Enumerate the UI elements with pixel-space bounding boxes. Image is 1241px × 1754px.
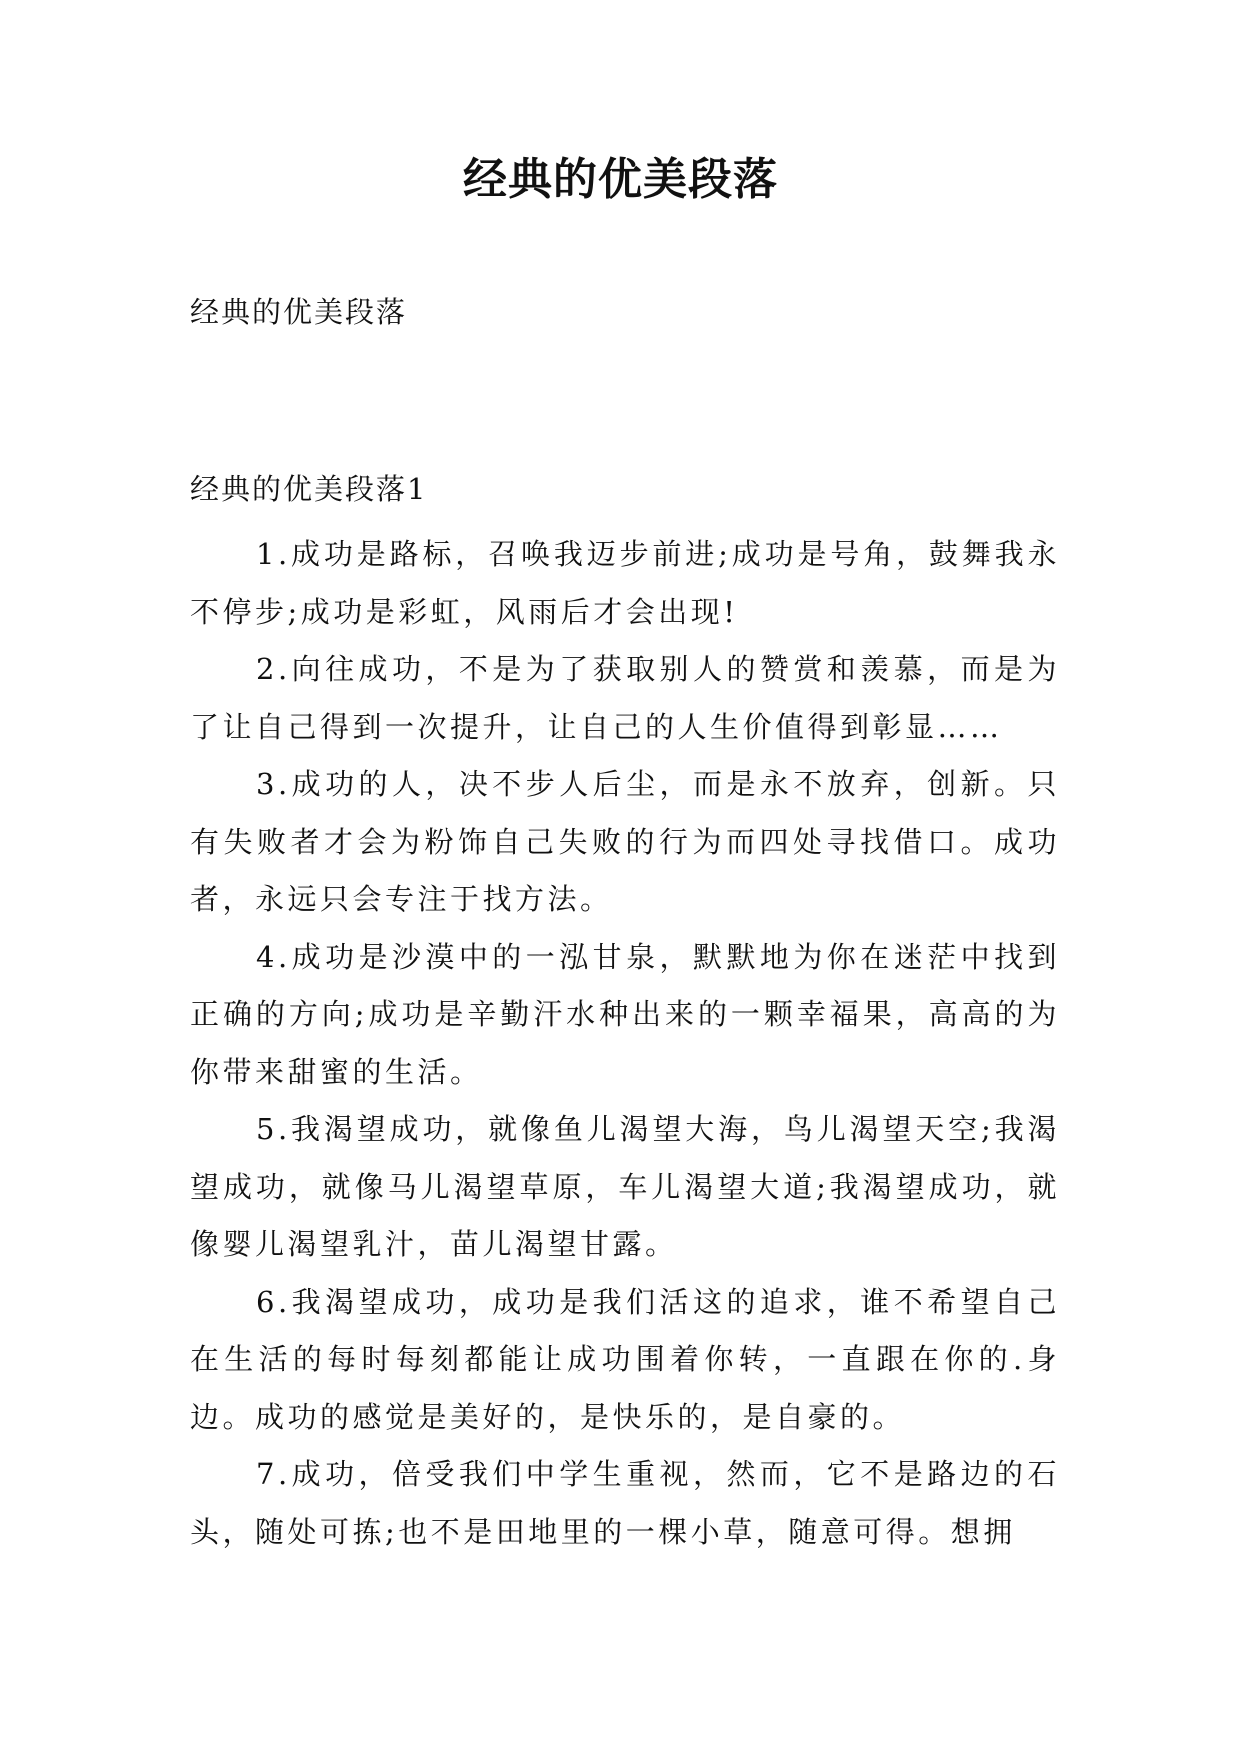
paragraph: 7.成功，倍受我们中学生重视，然而，它不是路边的石头，随处可拣;也不是田地里的一棵小草，随意可得。想拥 <box>190 1457 1060 1549</box>
paragraph: 1.成功是路标，召唤我迈步前进;成功是号角，鼓舞我永不停步;成功是彩虹，风雨后才会出现! <box>190 537 1060 629</box>
paragraph: 5.我渴望成功，就像鱼儿渴望大海，鸟儿渴望天空;我渴望成功，就像马儿渴望草原，车儿渴望大道;我渴望成功，就像婴儿渴望乳汁，苗儿渴望甘露。 <box>190 1112 1060 1261</box>
paragraph: 6.我渴望成功，成功是我们活这的追求，谁不希望自己在生活的每时每刻都能让成功围着你转，一直跟在你的.身边。成功的感觉是美好的，是快乐的，是自豪的。 <box>190 1284 1060 1434</box>
paragraph: 4.成功是沙漠中的一泓甘泉，默默地为你在迷茫中找到正确的方向;成功是辛勤汗水种出来的一颗幸福果，高高的为你带来甜蜜的生活。 <box>190 939 1060 1089</box>
section-heading: 经典的优美段落1 <box>190 472 428 506</box>
document-title: 经典的优美段落 <box>463 154 778 205</box>
paragraph: 3.成功的人，决不步人后尘，而是永不放弃，创新。只有失败者才会为粉饰自己失败的行为而四处寻找借口。成功者，永远只会专注于找方法。 <box>190 767 1060 916</box>
paragraph: 2.向往成功，不是为了获取别人的赞赏和羡慕，而是为了让自己得到一次提升，让自己的人生价值得到彰显…… <box>190 652 1060 744</box>
body-text <box>190 526 1060 1561</box>
document-subtitle: 经典的优美段落 <box>190 295 408 329</box>
